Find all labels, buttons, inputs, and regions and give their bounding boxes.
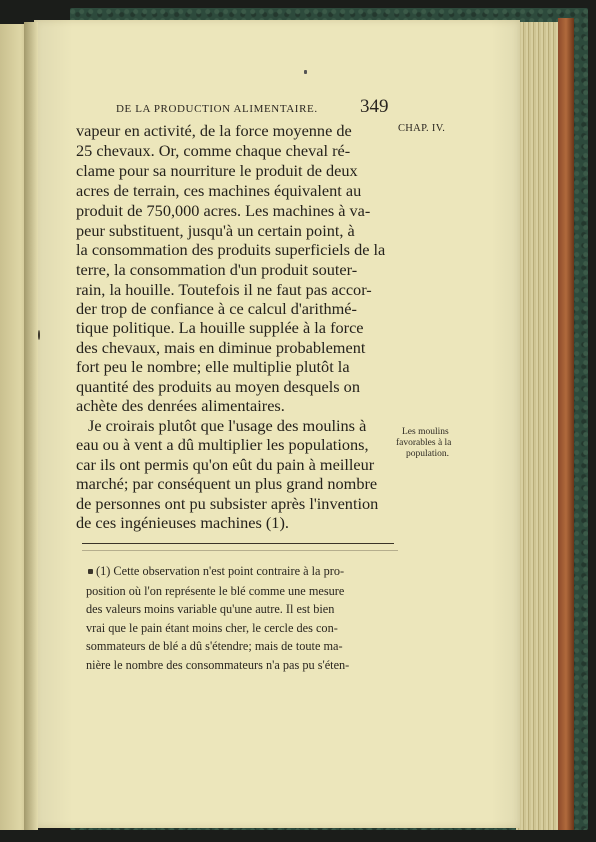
footnote-line: sommateurs de blé a dû s'étendre; mais de toute ma- bbox=[86, 639, 343, 653]
footnote-line: nière le nombre des consommateurs n'a pas pu s'éten- bbox=[86, 658, 350, 672]
body-line: peur substituent, jusqu'à un certain point, à bbox=[76, 221, 355, 240]
marginal-note-line-2: favorables à la bbox=[396, 438, 452, 448]
footnote-rule bbox=[82, 543, 394, 544]
body-line: des chevaux, mais en diminue probablement bbox=[76, 338, 366, 357]
book-spine-edge bbox=[558, 18, 574, 830]
ink-speck bbox=[88, 569, 93, 574]
footnote-line: position où l'on représente le blé comme une mesure bbox=[86, 584, 345, 598]
footnote-line: des valeurs moins variable qu'une autre. Il est bien bbox=[86, 602, 335, 616]
body-line: rain, la houille. Toutefois il ne faut pas accor- bbox=[76, 280, 372, 299]
body-line: vapeur en activité, de la force moyenne de bbox=[76, 121, 352, 140]
body-line: 25 chevaux. Or, comme chaque cheval ré- bbox=[76, 141, 351, 160]
body-line: produit de 750,000 acres. Les machines à va- bbox=[76, 201, 371, 220]
running-title: DE LA PRODUCTION ALIMENTAIRE. bbox=[116, 103, 318, 115]
footnote-line: vrai que le pain étant moins cher, le cercle des con- bbox=[86, 621, 338, 635]
body-line: de ces ingénieuses machines (1). bbox=[76, 513, 289, 532]
footnote-rule-shadow bbox=[82, 550, 398, 551]
body-line: acres de terrain, ces machines équivalent au bbox=[76, 181, 362, 200]
body-line: achète des denrées alimentaires. bbox=[76, 396, 285, 415]
body-line: terre, la consommation d'un produit souter- bbox=[76, 260, 358, 279]
body-line: Je croirais plutôt que l'usage des moulins à bbox=[88, 416, 367, 435]
body-line: eau ou à vent a dû multiplier les populations, bbox=[76, 435, 369, 454]
body-line: marché; par conséquent un plus grand nombre bbox=[76, 474, 378, 493]
body-line: de personnes ont pu subsister après l'invention bbox=[76, 494, 379, 513]
marginal-note-line-3: population. bbox=[406, 449, 450, 459]
footnote-line: (1) Cette observation n'est point contraire à la pro- bbox=[96, 564, 345, 578]
body-line: clame pour sa nourriture le produit de deux bbox=[76, 161, 358, 180]
page-gutter bbox=[24, 22, 38, 830]
page-number: 349 bbox=[360, 96, 389, 117]
body-line: fort peu le nombre; elle multiplie plutôt la bbox=[76, 357, 350, 376]
body-line: der trop de confiance à ce calcul d'arithmé- bbox=[76, 299, 357, 318]
ink-speck bbox=[38, 330, 40, 340]
body-line: car ils ont permis qu'on eût du pain à meilleur bbox=[76, 455, 375, 474]
ink-speck bbox=[304, 70, 307, 74]
body-line: la consommation des produits superficiels de la bbox=[76, 240, 386, 259]
body-line: quantité des produits au moyen desquels on bbox=[76, 377, 360, 396]
marginal-note-line-1: Les moulins bbox=[402, 427, 449, 437]
chapter-marginal: CHAP. IV. bbox=[398, 123, 446, 134]
body-line: tique politique. La houille supplée à la force bbox=[76, 318, 364, 337]
